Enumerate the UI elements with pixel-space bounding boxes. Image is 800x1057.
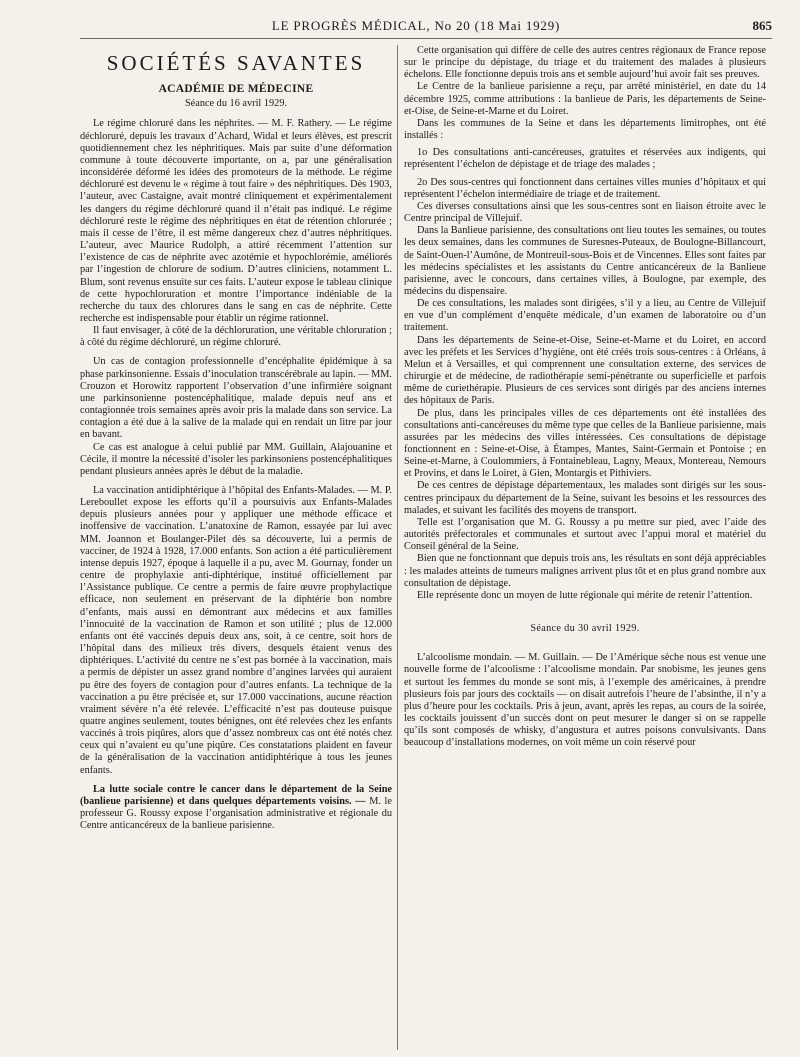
running-title: LE PROGRÈS MÉDICAL, No 20 (18 Mai 1929) — [271, 18, 561, 33]
article-paragraph: Un cas de contagion professionnelle d’encéphalite épidémique à sa phase parkinsonienne. Essais d’inoculation transcérébrale au lapin. — MM. Crouzon et Horowitz rapportent l’observation d’une infirmière soignant une parkinsonienne postencéphalitique, malade depuis neuf ans et contagionnée trois semaines après avoir pris la malade dans son service. La contagion a été due à la salive de la malade qui en rendait un litre par jour en bavant. — [80, 356, 392, 441]
article-paragraph: La vaccination antidiphtérique à l’hôpital des Enfants-Malades. — M. P. Lereboullet expose les efforts qu’il a poursuivis aux Enfants-Malades depuis plusieurs années pour y appliquer une méthode efficace et inoffensive de vaccination. L’anatoxine de Ramon, essayée par lui avec MM. Joannon et Boulanger-Pilet dès sa découverte, lui a permis de vacciner, de 1924 à 1928, 17.000 enfants. Son action a été particulièrement intense depuis 1927, époque à laquelle il a pu, avec M. Gournay, fonder un centre de prophylaxie anti-diphtérique, institué officiellement par l’Assistance publique. Ce centre a permis de faire œuvre prophylactique efficace, non seulement en préservant de la diphtérie bon nombre d’enfants, mais aussi en démontrant aux médecins et aux familles l’innocuité de la vaccination de Ramon et son utilité ; plus de 12.000 enfants ont été vaccinés depuis deux ans, soit, à ce centre, soit hors de l’hôpital dans des milieux très divers, desquels étaient venus des diphtériques. L’activité du centre ne s’est pas bornée à la vaccination, mais a permis de dépister un assez grand nombre d’angines larvées qui auraient pu être des foyers de contagion pour d’autres enfants. La technique de la vaccination a pu être précisée et, sur 17.000 vaccinations, aucune réaction vraiment sévère n’a été relevée. L’efficacité n’est pas douteuse puisque quatre angines seulement, toutes bénignes, ont été relevées chez les enfants vaccinés à trois piqûres, alors que d’assez nombreux cas ont été notés chez ceux qui n’avaient eu qu’une piqûre. Ces constatations plaident en faveur de la généralisation de la vaccination antidiphtérique à tous les jeunes enfants. — [80, 485, 392, 776]
article-paragraph: L’alcoolisme mondain. — M. Guillain. — De l’Amérique sèche nous est venue une nouvelle forme de l’alcoolisme : l’alcoolisme mondain. Par snobisme, les jeunes gens et surtout les femmes du monde se sont mis, à l’exemple des américaines, à prendre plusieurs fois par jours des cocktails — on disait autrefois l’heure de l’absinthe, il n’y a plus d’heure pour les cocktails. Pris à jeun, avant, après les repas, au cours de la soirée, les cocktails jouissent d’un succès dont on peut mesurer le danger si on se rappelle qu’ils sont composés de whisky, d’angustura et autres poisons convulsivants. Dans beaucoup d’installations modernes, on voit même un coin réservé pour — [404, 652, 766, 749]
article-paragraph: Dans les départements de Seine-et-Oise, Seine-et-Marne et du Loiret, en accord avec les préfets et les Services d’hygiène, ont été créés trois sous-centres : à Orléans, à Melun et à Versailles, et qui comprennent une consultation externe, des services de chirurgie et de médecine, de radiothérapie semi-pénétrante ou superficielle et parfois même de curiethérapie. Plusieurs de ces services sont dirigés par des anciens internes des hôpitaux de Paris. — [404, 334, 766, 407]
list-item: 2o Des sous-centres qui fonctionnent dans certaines villes munies d’hôpitaux et qui représentent l’échelon intermédiaire de triage et de traitement. — [404, 176, 766, 200]
article-lead: L’alcoolisme mondain. — M. Guillain. — — [417, 652, 593, 664]
list-item: 1o Des consultations anti-cancéreuses, gratuites et réservées aux indigents, qui représentent l’échelon de dépistage et de triage des malades ; — [404, 147, 766, 171]
right-column — [404, 45, 766, 749]
session-date: Séance du 16 avril 1929. — [184, 98, 288, 110]
running-header — [60, 18, 772, 38]
article-paragraph: De plus, dans les principales villes de ces départements ont été installées des consultations anti-cancéreuses du même type que celles de la Banlieue parisienne, mais assurées par les médecins des villes intéressées. Ces consultations de dépistage fonctionnent en : Seine-et-Oise, à Étampes, Mantes, Saint-Germain et Pontoise ; en Seine-et-Marne, à Coulommiers, à Fontainebleau, Lagny, Meaux, Montereau, Nemours et Provins, et dans le Loiret, à Gien, Montargis et Pithiviers. — [404, 407, 766, 480]
article-paragraph: Ces diverses consultations ainsi que les sous-centres sont en liaison étroite avec le Centre principal de Villejuif. — [404, 200, 766, 225]
academy-heading: ACADÉMIE DE MÉDECINE — [158, 83, 314, 96]
article-paragraph: Bien que ne fonctionnant que depuis trois ans, les résultats en sont déjà appréciables : les malades atteints de tumeurs malignes arrivent plus tôt et en plus grand nombre aux consultation de dépistage. — [404, 553, 766, 589]
header-rule — [80, 38, 772, 39]
article-paragraph: Il faut envisager, à côté de la déchloruration, une véritable chloruration ; à côté du régime déchloruré, un régime chloruré. — [80, 325, 392, 349]
session-date: Séance du 30 avril 1929. — [530, 623, 640, 635]
article-lead: Le régime chloruré dans les néphrites. — M. F. Rathery. — — [93, 118, 346, 130]
article-paragraph: Elle représente donc un moyen de lutte régionale qui mérite de retenir l’attention. — [417, 589, 753, 601]
article-lead: La vaccination antidiphtérique à l’hôpital des Enfants-Malades. — — [93, 485, 368, 496]
article-paragraph: Telle est l’organisation que M. G. Roussy a pu mettre sur pied, avec l’aide des autorités préfectorales et communales et surtout avec l’appui moral et matériel du Conseil général de la Seine. — [404, 516, 766, 553]
article-paragraph: Ce cas est analogue à celui publié par MM. Guillain, Alajouanine et Cécile, il montre la nécessité d’isoler les parkinsoniens postencéphalitiques pendant plusieurs années après le début de la maladie. — [80, 441, 392, 477]
article-paragraph: Dans les communes de la Seine et dans les départements limitrophes, ont été installés : — [404, 117, 766, 142]
section-title: SOCIÉTÉS SAVANTES — [106, 51, 366, 75]
article-lead: La lutte sociale contre le cancer dans le département de la Seine (banlieue parisienne) et dans quelques départements voisins. — — [80, 783, 392, 807]
article-paragraph: Le régime chloruré dans les néphrites. — M. F. Rathery. — Le régime déchloruré, depuis les travaux d’Achard, Widal et leurs élèves, est prescrit quotidiennement chez les néphritiques. Mais par suite d’une déformation commune à toute découverte importante, on a, par une généralisation inconsidérée déformé les idées des promoteurs de la méthode. Le régime déchloruré est devenu le « régime à tout faire » des néphritiques. Dès 1903, l’auteur, avec Castaigne, avait montré cliniquement et expérimentalement les dangers du régime déchloruré quand il n’était pas indiqué. Le régime déchloruré reste le régime des néphritiques en état de rétention chlorurée ; mais il cesse de l’être, il est même dangereux chez d’autres néphritiques. L’auteur, avec Maurice Rudolph, a attiré récemment l’attention sur l’existence de cas de néphrite avec azotémie et hypochlorémie, améliorés par l’ingestion de chlorure de sodium. D’autres cliniciens, notamment L. Blum, sont revenus ensuite sur ces faits. L’auteur expose le tableau clinique de cette hypochloruration et montre l’importance indéniable de la recherche du taux des chlorures dans le sang en cas de néphrite. Cette recherche est indispensable pour établir un régime rationnel. — [80, 118, 392, 324]
article-paragraph: De ces centres de dépistage départementaux, les malades sont dirigés sur les sous-centres principaux du département de la Seine, suivant les besoins et les ressources des malades, et suivant les facilités des moyens de transport. — [404, 480, 766, 516]
article-paragraph: La lutte sociale contre le cancer dans le département de la Seine (banlieue parisienne) et dans quelques départements voisins. — M. le professeur G. Roussy expose l’organisation administrative et régionale du Centre anticancéreux de la banlieue parisienne. — [80, 783, 392, 832]
page-number: 865 — [752, 18, 772, 33]
column-divider — [397, 45, 398, 1050]
article-paragraph: Cette organisation qui diffère de celle des autres centres régionaux de France repose sur le principe du dépistage, du triage et du traitement des malades à plusieurs échelons. Elle fonctionne depuis trois ans et semble aujourd’hui avoir fait ses preuves. — [404, 45, 766, 81]
left-column — [80, 45, 392, 832]
article-paragraph: Dans la Banlieue parisienne, des consultations ont lieu toutes les semaines, ou toutes les deux semaines, dans les communes de Suresnes-Puteaux, de Boulogne-Billancourt, de Saint-Ouen-l’Aumône, de Montreuil-sous-Bois et de Vincennes. Elles sont faites par les médecins spécialistes et les assistants du Centre anticancéreux de la Banlieue parisienne, avec le concours, dans certaines villes, à Boulogne, par exemple, des médecins du dispensaire. — [404, 225, 766, 297]
article-paragraph: De ces consultations, les malades sont dirigées, s’il y a lieu, au Centre de Villejuif en vue d’un complément d’enquête médicale, d’un examen de laboratoire ou d’un traitement. — [404, 298, 766, 334]
article-paragraph: Le Centre de la banlieue parisienne a reçu, par arrêté ministériel, en date du 14 décembre 1925, comme attributions : la banlieue de Paris, les départements de Seine-et-Oise, de Seine-et-Marne et du Loiret. — [404, 81, 766, 117]
